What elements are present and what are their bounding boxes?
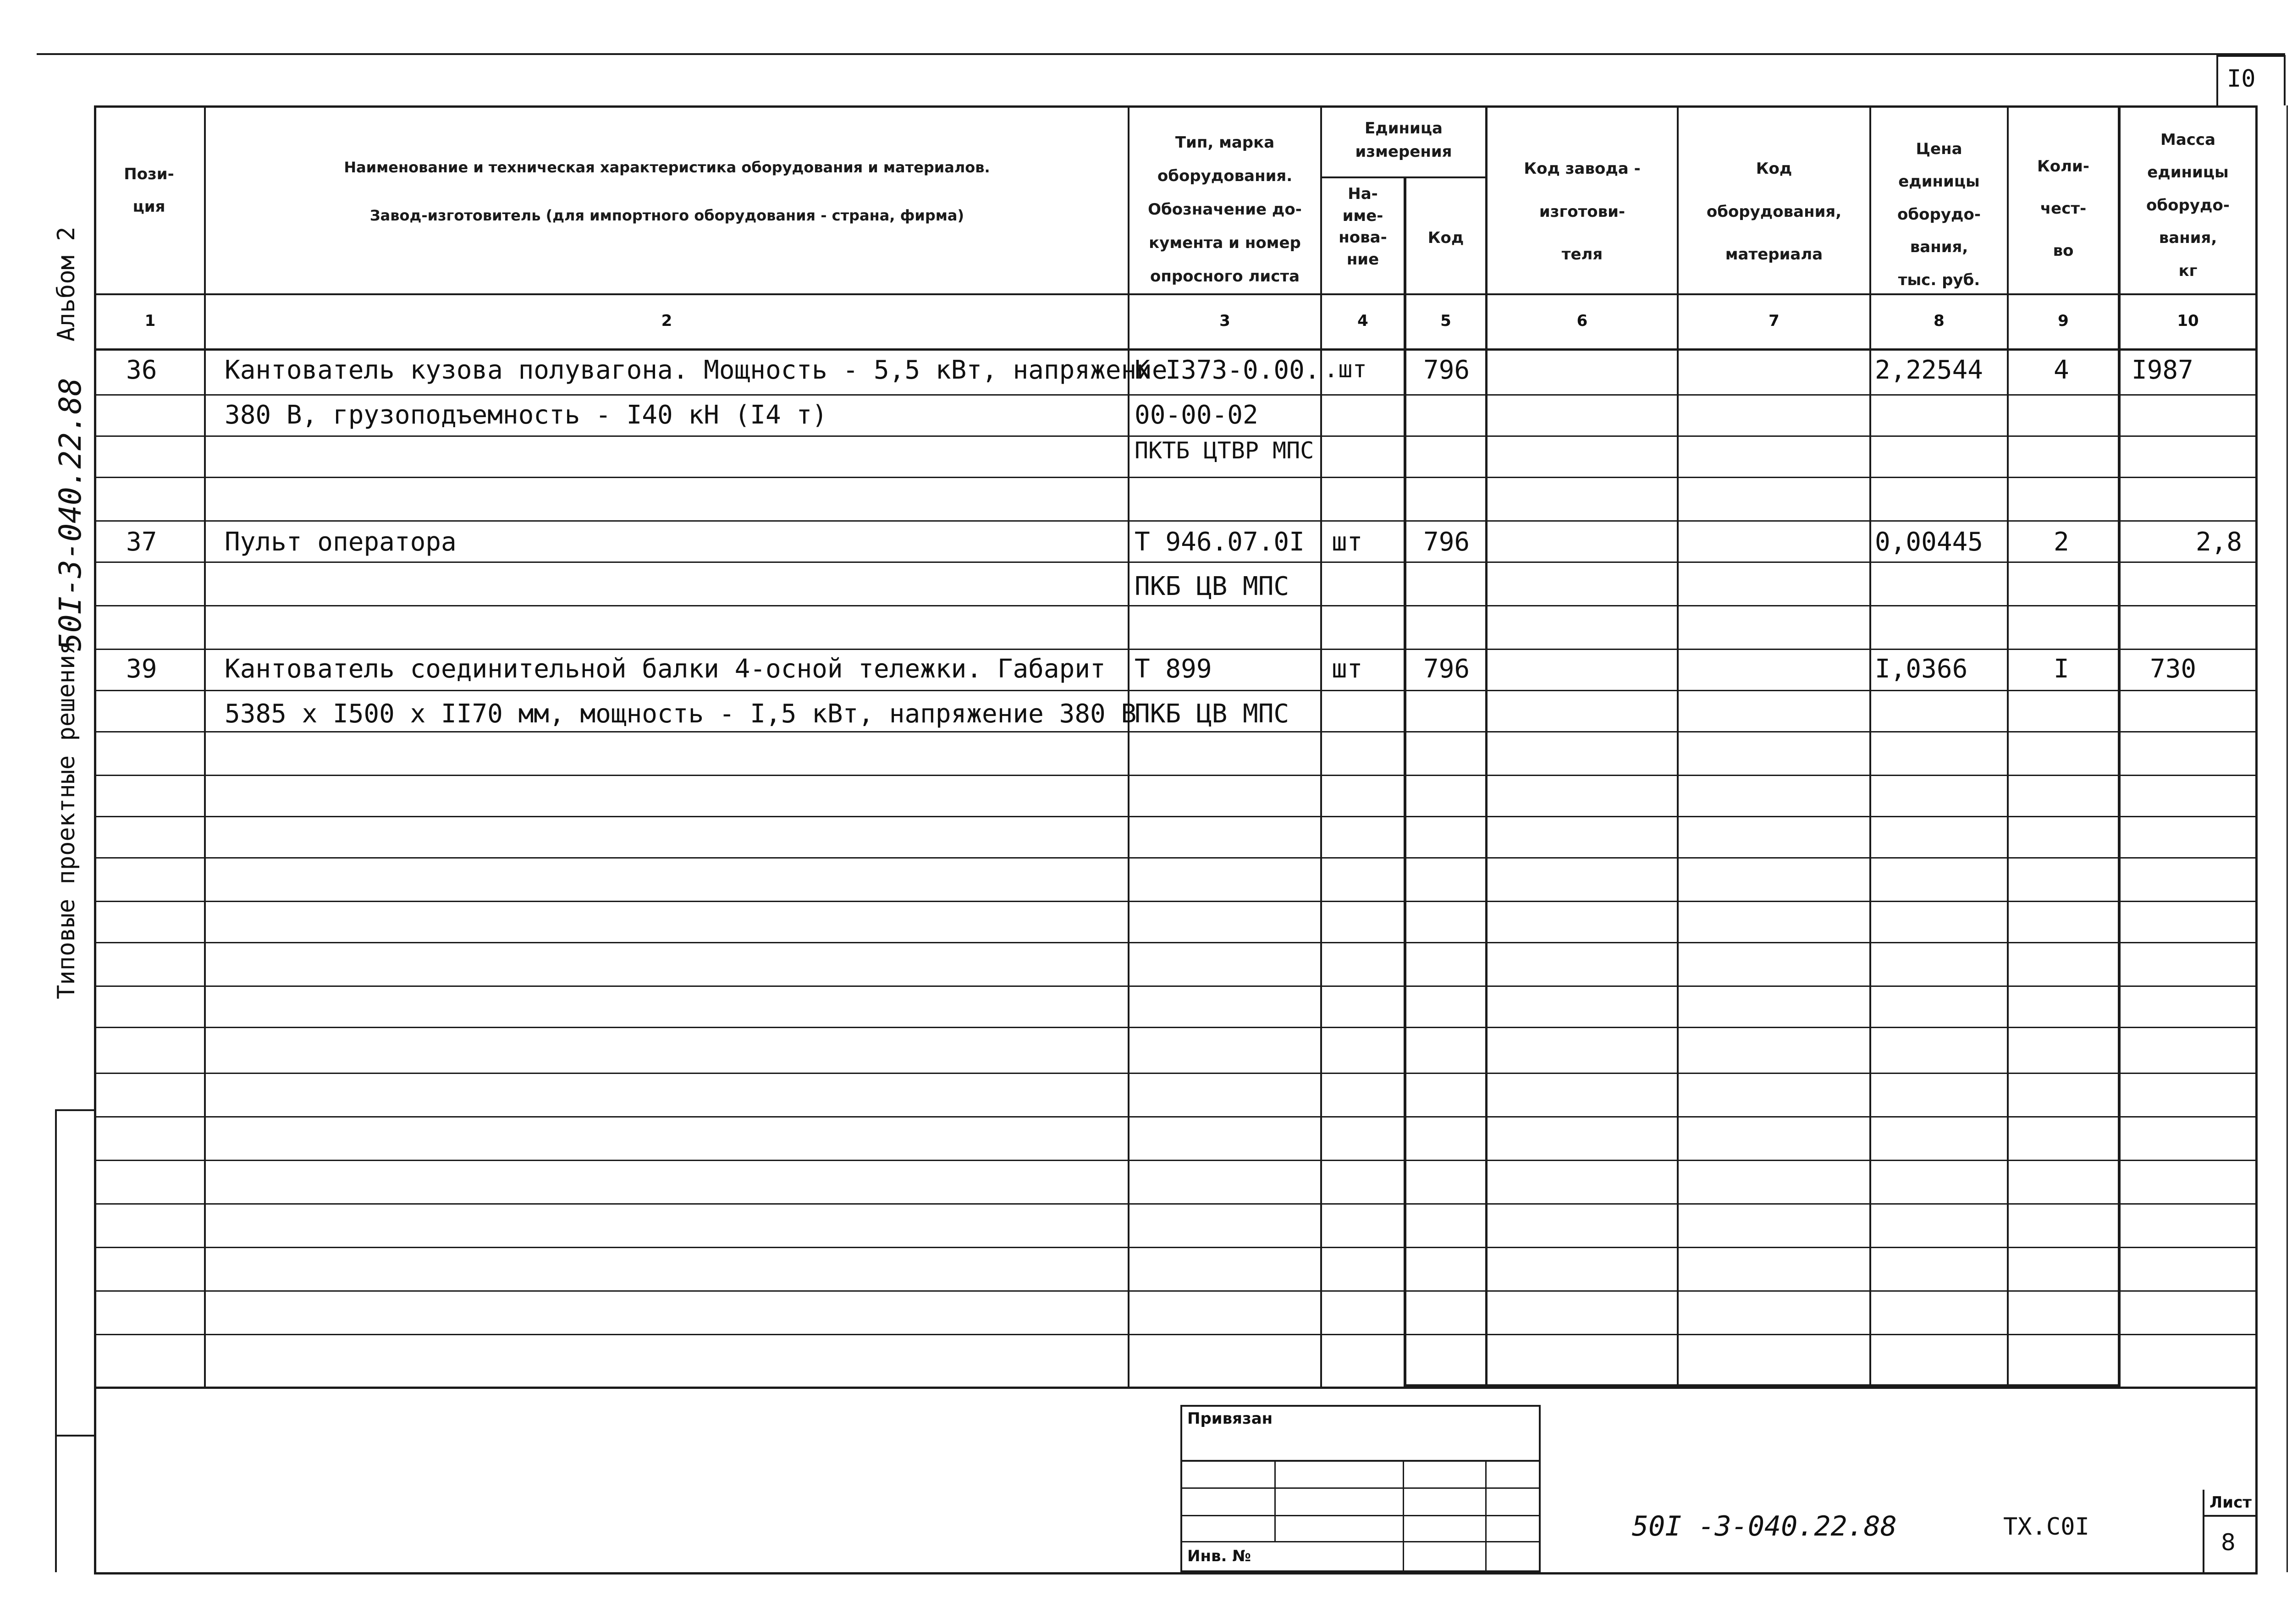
row-39-name: Кантователь соединительной балки 4-осной тележки. Габарит: [225, 654, 1106, 684]
row-37-name: Пульт оператора: [225, 527, 457, 557]
col-number-4: 4: [1357, 312, 1368, 330]
album-label: Альбом 2: [53, 226, 80, 341]
row-39-position: 39: [126, 654, 157, 684]
header-unit-code: Код: [1427, 229, 1464, 247]
row-37-type-org: ПКБ ЦВ МПС: [1135, 572, 1289, 601]
table-row-line: [94, 690, 2258, 691]
row-36-type-org: ПКТБ ЦТВР МПС: [1135, 437, 1314, 464]
row-36-type-cont: 00-00-02: [1135, 400, 1258, 430]
sheet-label: Лист: [2209, 1493, 2252, 1512]
table-row-line: [94, 1073, 2258, 1074]
col-number-6: 6: [1576, 312, 1588, 330]
header-unit: Единица измерения: [1355, 119, 1452, 161]
document-code: 50I -3-040.22.88: [1632, 1510, 1897, 1542]
header-name-line1: Наименование и техническая характеристика оборудования и материалов.: [344, 159, 990, 176]
table-row-line: [94, 520, 2258, 522]
header-position: Пози- ция: [124, 165, 174, 216]
table-row-line: [94, 731, 2258, 732]
col-number-2: 2: [661, 312, 672, 330]
row-37-position: 37: [126, 527, 157, 557]
header-name-line2: Завод-изготовитель (для импортного оборудования - страна, фирма): [369, 207, 964, 224]
row-36-type: К I373-0.00.: [1135, 355, 1320, 385]
row-36-name: Кантователь кузова полувагона. Мощность - 5,5 кВт, напряжение: [225, 355, 1168, 385]
col-number-3: 3: [1219, 312, 1230, 330]
table-row-line: [94, 857, 2258, 859]
row-37-mass: 2,8: [2196, 527, 2242, 557]
row-39-type-org: ПКБ ЦВ МПС: [1135, 699, 1289, 729]
table-row-line: [94, 901, 2258, 902]
row-39-unit: шт: [1332, 654, 1363, 684]
row-36-unit: .шт: [1324, 356, 1367, 383]
table-row-line: [94, 649, 2258, 650]
page-number: I0: [2227, 65, 2256, 93]
header-quantity: Коли- чест- во: [2037, 157, 2089, 260]
col-number-1: 1: [144, 312, 156, 330]
row-36-position: 36: [126, 355, 157, 385]
row-36-price: 2,22544: [1875, 355, 1983, 385]
side-code: 50I-3-040.22.88: [53, 377, 88, 651]
table-row-line: [94, 985, 2258, 987]
sheet-number: 8: [2221, 1529, 2236, 1556]
row-36-code: 796: [1423, 355, 1470, 385]
table-row-line: [94, 1247, 2258, 1248]
header-unit-name: На- име- нова- ние: [1339, 185, 1387, 269]
table-row-line: [94, 562, 2258, 563]
header-mass: Масса единицы оборудо- вания, кг: [2146, 131, 2230, 280]
row-39-name-cont: 5385 х I500 х II70 мм, мощность - I,5 кВт, напряжение 380 В: [225, 699, 1137, 729]
inventory-label: Инв. №: [1187, 1547, 1251, 1565]
row-36-name-cont: 380 В, грузоподъемность - I40 кН (I4 т): [225, 400, 827, 430]
col-number-7: 7: [1769, 312, 1780, 330]
equipment-table: [94, 105, 2258, 1389]
col-number-10: 10: [2177, 312, 2199, 330]
table-row-line: [94, 942, 2258, 943]
col-number-8: 8: [1934, 312, 1945, 330]
table-row-line: [94, 816, 2258, 817]
row-37-type: Т 946.07.0I: [1135, 527, 1305, 557]
row-39-code: 796: [1423, 654, 1470, 684]
table-row-line: [94, 1116, 2258, 1118]
table-row-line: [94, 1027, 2258, 1028]
table-row-line: [94, 1160, 2258, 1161]
table-row-line: [94, 1334, 2258, 1335]
table-row-line: [94, 435, 2258, 437]
row-39-mass: 730: [2150, 654, 2197, 684]
row-37-price: 0,00445: [1875, 527, 1983, 557]
attached-label: Привязан: [1187, 1409, 1273, 1428]
header-equipment-code: Код оборудования, материала: [1706, 160, 1842, 264]
row-36-mass: I987: [2132, 355, 2193, 385]
row-37-unit: шт: [1332, 527, 1363, 557]
document-mark: ТХ.С0I: [2003, 1513, 2089, 1541]
header-price: Цена единицы оборудо- вания, тыс. руб.: [1897, 140, 1981, 289]
row-39-type: Т 899: [1135, 654, 1212, 684]
row-36-quantity: 4: [2054, 355, 2069, 385]
row-39-price: I,0366: [1875, 654, 1968, 684]
table-row-line: [94, 775, 2258, 776]
series-label: Типовые проектные решения: [53, 640, 80, 999]
row-39-quantity: I: [2054, 654, 2069, 684]
table-row-line: [94, 1290, 2258, 1292]
row-37-quantity: 2: [2054, 527, 2069, 557]
table-row-line: [94, 1203, 2258, 1205]
table-row-line: [94, 394, 2258, 396]
header-factory-code: Код завода - изготови- теля: [1524, 160, 1641, 264]
table-row-line: [94, 477, 2258, 478]
header-type: Тип, марка оборудования. Обозначение до- кумента и номер опросного листа: [1148, 133, 1302, 286]
col-number-5: 5: [1440, 312, 1451, 330]
col-number-9: 9: [2058, 312, 2069, 330]
row-37-code: 796: [1423, 527, 1470, 557]
table-row-line: [94, 605, 2258, 606]
